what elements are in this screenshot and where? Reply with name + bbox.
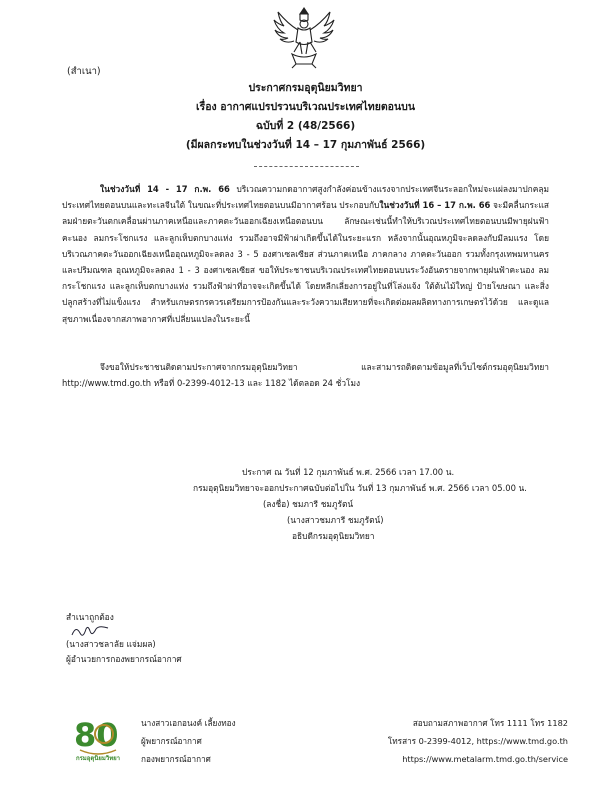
- logo-number: 80: [74, 716, 119, 754]
- copy-label: (สำเนา): [67, 66, 101, 77]
- effective-period: (มีผลกระทบในช่วงวันที่ 14 – 17 กุมภาพันธ์ 2566): [185, 139, 426, 151]
- paragraph-text: จึงขอให้ประชาชนติดตามประกาศจากกรมอุตุนิยมวิทยา และสามารถติดตามข้อมูลที่เว็บไซต์กรมอุตุนิยมวิทยา http://www.tmd.go.th หรือที่ 0-2399-4012-13 และ 1182 ได้ตลอด 24 ชั่วโมง: [62, 362, 549, 389]
- body-paragraph-2: [62, 359, 549, 391]
- fax-website[interactable]: โทรสาร 0-2399-4012, https://www.tmd.go.th: [387, 736, 568, 746]
- announcement-subject: เรื่อง อากาศแปรปรวนบริเวณประเทศไทยตอนบน: [195, 101, 416, 113]
- tmd-80th-anniversary-logo: [70, 712, 126, 768]
- next-issue-note: กรมอุตุนิยมวิทยาจะออกประกาศฉบับต่อไปใน วันที่ 13 กุมภาพันธ์ พ.ศ. 2566 เวลา 05.00 น.: [193, 483, 527, 493]
- forecaster-name: นางสาวเอกอนงค์ เลี้ยงทอง: [141, 718, 236, 728]
- forecaster-info: [141, 714, 236, 768]
- contact-info: [342, 714, 568, 768]
- forecaster-division: กองพยากรณ์อากาศ: [141, 754, 211, 764]
- service-link[interactable]: https://www.metalarm.tmd.go.th/service: [402, 754, 568, 764]
- signer-position: อธิบดีกรมอุตุนิยมวิทยา: [292, 531, 375, 541]
- signed-line: (ลงชื่อ) ชมภารี ชมภูรัตน์: [263, 499, 354, 509]
- garuda-emblem: [268, 4, 340, 70]
- hotline: สอบถามสภาพอากาศ โทร 1111 โทร 1182: [412, 718, 568, 728]
- issue-number: ฉบับที่ 2 (48/2566): [255, 120, 356, 132]
- true-copy-label: สำเนาถูกต้อง: [66, 612, 114, 622]
- paragraph-text: จะมีคลื่นกระแสลมฝ่ายตะวันตกเคลื่อนผ่านภาคเหนือและภาคตะวันออกเฉียงเหนือตอนบน ลักษณะเช่นนี้ทำให้บริเวณประเทศไทยตอนบนมีพายุฝนฟ้าคะนอง ลมกระโชกแรง และลูกเห็บตกบางแห่ง รวมถึงอาจมีฟ้าผ่าเกิดขึ้นได้ในระยะแรก หลังจากนั้นอุณหภูมิจะลดลงกับมีลมแรง โดยบริเวณภาคตะวันออกเฉียงเหนืออุณหภูมิจะลดลง 3 - 5 องศาเซลเซียส ส่วนภาคเหนือ ภาคกลาง ภาคตะวันออก รวมทั้งกรุงเทพมหานครและปริมณฑล อุณหภูมิจะลดลง 1 - 3 องศาเซลเซียส ขอให้ประชาชนบริเวณประเทศไทยตอนบนระวังอันตรายจากพายุฝนฟ้าคะนอง ลมกระโชกแรง และลูกเห็บตกบางแห่ง รวมถึงฟ้าผ่าที่อาจจะเกิดขึ้นได้ โดยหลีกเลี่ยงการอยู่ในที่โล่งแจ้ง ใต้ต้นไม้ใหญ่ ป้ายโฆษณา และสิ่งปลูกสร้างที่ไม่แข็งแรง สำหรับเกษตรกรควรเตรียมการป้องกันและระวังความเสียหายที่จะเกิดต่อผลผลิตทางการเกษตรไว้ด้วย และดูแลสุขภาพเนื่องจากสภาพอากาศที่เปลี่ยนแปลงในระยะนี้: [62, 200, 549, 324]
- signer-name: (นางสาวชมภารี ชมภูรัตน์): [287, 515, 384, 525]
- logo-text: กรมอุตุนิยมวิทยา: [75, 755, 121, 762]
- announced-date: ประกาศ ณ วันที่ 12 กุมภาพันธ์ พ.ศ. 2566 เวลา 17.00 น.: [242, 467, 455, 477]
- forecaster-role: ผู้พยากรณ์อากาศ: [141, 736, 202, 746]
- paragraph-text: บริเวณความกดอากาศสูงกำลังค่อนข้างแรงจากประเทศจีนระลอกใหม่จะแผ่ลงมาปกคลุมประเทศไทยตอนบนและทะเลจีนใต้ ในขณะที่ประเทศไทยตอนบนมีอากาศร้อน ประกอบกับ: [62, 184, 549, 211]
- announcement-title: ประกาศกรมอุตุนิยมวิทยา: [248, 82, 363, 94]
- handwritten-signature: [70, 623, 110, 641]
- header-divider: [254, 166, 359, 167]
- period-highlight-2: ในช่วงวันที่ 16 – 17 ก.พ. 66: [379, 200, 491, 211]
- certifier-name: (นางสาวชลาลัย แจ่มผล): [66, 639, 156, 649]
- certifier-position: ผู้อำนวยการกองพยากรณ์อากาศ: [66, 654, 182, 664]
- body-paragraph-1: [62, 181, 549, 327]
- period-highlight-1: ในช่วงวันที่ 14 - 17 ก.พ. 66: [100, 184, 230, 194]
